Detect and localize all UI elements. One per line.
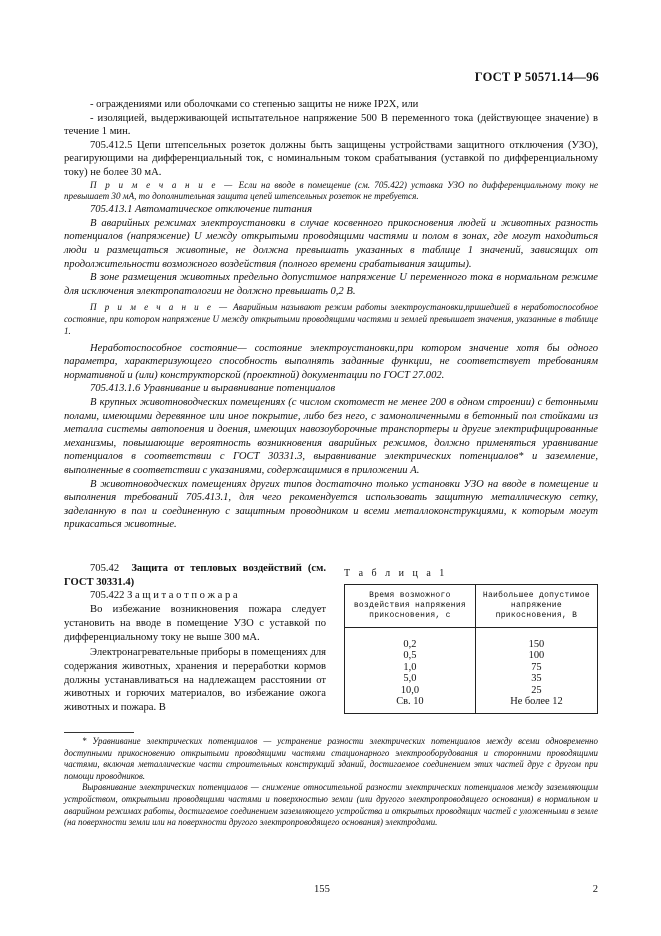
table-cell: Св. 10	[396, 696, 424, 708]
table-cell: 1,0	[403, 661, 417, 673]
table-cell: 35	[531, 673, 542, 685]
col-header-time: Время возможного воздействия напряжения прикосновения, с	[345, 585, 476, 628]
table-cell: 75	[531, 661, 542, 673]
sheet-number: 2	[592, 884, 598, 895]
table-cell: 100	[528, 650, 545, 662]
footnote-leveling: Выравнивание электрических потенциалов — снижение относительной разности электрических потенциалов между заземляющим устройством, открытыми проводящими частями и поверхностью земли (или другого электропроводящего основания) в нормальном и аварийном режимах работы, достигаемое соединением заземляющего устройства и открытых проводящих частей с уложенными в земле (на поверхности земли или на поверхности другого электропроводящего основания) электродами.	[64, 782, 598, 828]
table-cell: 150	[528, 639, 545, 650]
left-column	[64, 562, 326, 715]
voltage-table	[344, 584, 598, 714]
paragraph-barriers: - ограждениями или оболочками со степенью защиты не ниже IP2X, или	[90, 99, 419, 110]
paragraph-large-premises: В крупных животноводческих помещениях (с числом скотомест не менее 200 в одном строении) с бетонными полами, имеющими деревянное или иное покрытие, либо без него, с замоноличенными в бетонный пол стойками из металла системы автопоения и доения, имеющих навозоуборочные транспортеры и другие электрифицированные механизмы, повышающие вероятность возникновения аварийных режимов, должно применяться уравнивание потенциалов в соответствии с ГОСТ 30331.3, выравнивание электрических потенциалов* и заземление, выполненные в соответствии с указаниями, содержащимися в приложении А.	[64, 397, 598, 477]
paragraph-emergency-modes: В аварийных режимах электроустановки в случае косвенного прикосновения людей и животных разность потенциалов (напряжение) U между открытыми проводящими частями и полом в зонах, где могут находиться люди и размещаться животные, не должна превышать указанных в таблице 1 значений, зависящих от продолжительности возможного воздействия (полного времени срабатывания защиты).	[64, 217, 598, 270]
table-cell: 25	[531, 684, 542, 696]
footnote-equalization: * Уравнивание электрических потенциалов — устранение разности электрических потенциалов между всеми одновременно доступными прикосновению открытыми проводящими частями стационарного электрооборудования и сторонними проводящими частями, включая металлические части строительных конструкций зданий, достигаемое соединением этих частей друг с другом при помощи проводников.	[64, 736, 598, 781]
table-caption: Т а б л и ц а 1	[344, 568, 448, 579]
paragraph-insulation: - изоляцией, выдерживающей испытательное напряжение 500 В переменного тока (действующее значение) в течение 1 мин.	[64, 112, 598, 138]
note-label: П р и м е ч а н и е —	[90, 302, 230, 313]
col-header-voltage: Наибольшее допустимое напряжение прикосновения, В	[475, 585, 597, 628]
note-text: Если на вводе в помещение (см. 705.422) уставка УЗО по дифференциальному току не превышает 30 мА, то дополнительная защита цепей штепсельных розеток не требуется.	[64, 179, 598, 202]
note-text: Аварийным называют режим работы электроустановки,пришедшей в неработоспособное состояние, при котором напряжение U между открытыми проводящими частями и землей превышает значения, указанные в таблице 1.	[64, 302, 598, 336]
table-cell: 5,0	[403, 673, 417, 685]
heading-705-422: 705.422 З а щ и т а о т п о ж а р а	[90, 590, 238, 602]
table-cell: 0,5	[403, 650, 417, 662]
paragraph-animal-zone: В зоне размещения животных предельно допустимое напряжение U переменного тока в нормальном режиме для исключения электропатологии не должно превышать 0,2 В.	[64, 272, 598, 297]
table-cell: 10,0	[400, 684, 420, 696]
heading-705-413-1: 705.413.1 Автоматическое отключение питания	[90, 204, 313, 216]
paragraph-heaters: Электронагревательные приборы в помещениях для содержания животных, хранения и переработки кормов должны устанавливаться на надлежащем расстоянии от животных и горючих материалов, во избежание ожога животных и пожара. В	[64, 647, 326, 714]
footnotes	[64, 736, 598, 829]
table-cell-voltage-values	[475, 628, 597, 714]
heading-705-42	[64, 562, 326, 589]
standard-designation: ГОСТ Р 50571.14—96	[474, 70, 599, 84]
section-title: Защита от тепловых воздействий (см. ГОСТ 30331.4)	[64, 563, 326, 588]
page-number: 155	[314, 884, 330, 895]
note-emergency	[64, 302, 598, 337]
paragraph-inoperable-state: Неработоспособное состояние— состояние электроустановки,при котором значение хотя бы одного параметра, характеризующего способность выполнять заданные функции, не соответствует требованиям нормативной и (или) конструкторской (проектной) документации по ГОСТ 27.002.	[64, 342, 598, 381]
table-block	[344, 568, 598, 714]
note-uzo	[64, 180, 598, 204]
paragraph-705-412-5: 705.412.5 Цепи штепсельных розеток должны быть защищены устройствами защитного отключения (УЗО), реагирующими на дифференциальный ток, с номинальным током срабатывания (уставкой по дифференциальному току) не более 30 мА.	[64, 139, 598, 178]
note-label: П р и м е ч а н и е —	[90, 179, 235, 190]
table-cell: Не более 12	[510, 696, 563, 708]
paragraph-other-premises: В животноводческих помещениях других типов достаточно только установки УЗО на вводе в помещение и выполнения требований 705.413.1, для чего рекомендуется использовать защитную металлическую сетку, заделанную в пол и соединенную с защитным проводником и всеми металлоконструкциями, к которым могут прикасаться животные.	[64, 478, 598, 531]
footnote-divider	[64, 732, 134, 733]
section-number: 705.42	[90, 563, 120, 574]
main-text	[64, 98, 598, 532]
table-cell-time-values	[345, 628, 476, 714]
paragraph-fire-uzo: Во избежание возникновения пожара следует установить на вводе в помещение УЗО с уставкой по дифференциальному току не выше 300 мА.	[64, 604, 326, 643]
heading-705-413-1-6: 705.413.1.6 Уравнивание и выравнивание потенциалов	[90, 383, 336, 395]
table-cell: 0,2	[403, 639, 417, 650]
